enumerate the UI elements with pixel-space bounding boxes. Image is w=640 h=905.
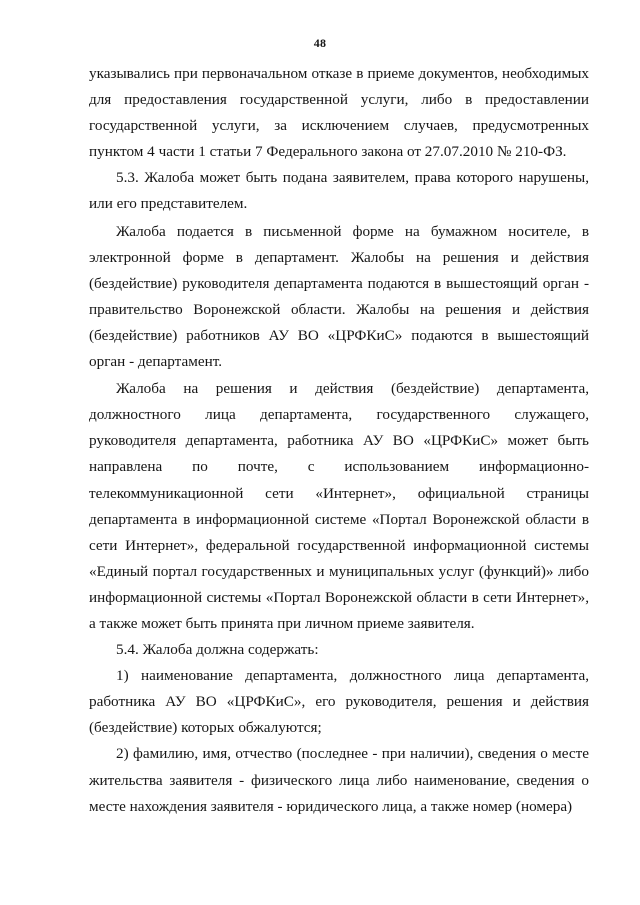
list-item-1: 1) наименование департамента, должностного лица департамента, работника АУ ВО «ЦРФКиС», его руководителя, решения и действия (бездействие) которых обжалуются; xyxy=(89,667,589,737)
page-number: 48 xyxy=(313,36,327,50)
paragraph-complaint-channels: Жалоба на решения и действия (бездействие) департамента, должностного лица департамента, государственного служащего, руководителя департамента, работника АУ ВО «ЦРФКиС» может быть направлена по почте, с использованием информационно-телекоммуникационной сети «Интернет», официальной страницы департамента в информационной системе «Портал Воронежской области в сети Интернет», федеральной государственной информационной системы «Единый портал государственных и муниципальных услуг (функций)» либо информационной системы «Портал Воронежской области в сети Интернет», а также может быть принята при личном приеме заявителя. xyxy=(89,380,589,632)
list-item-2: 2) фамилию, имя, отчество (последнее - при наличии), сведения о месте жительства заявителя - физического лица либо наименование, сведения о месте нахождения заявителя - юридического лица, а также номер (номера) xyxy=(89,745,589,815)
document-body xyxy=(89,61,589,820)
paragraph-clause-5-4: 5.4. Жалоба должна содержать: xyxy=(116,641,319,659)
paragraph-complaint-form: Жалоба подается в письменной форме на бумажном носителе, в электронной форме в департамент. Жалобы на решения и действия (бездействие) руководителя департамента подаются в вышестоящий орган - правительство Воронежской области. Жалобы на решения и действия (бездействие) работников АУ ВО «ЦРФКиС» подаются в вышестоящий орган - департамент. xyxy=(89,222,589,371)
paragraph-continuation: указывались при первоначальном отказе в приеме документов, необходимых для предоставления государственной услуги, либо в предоставлении государственной услуги, за исключением случаев, предусмотренных пунктом 4 части 1 статьи 7 Федерального закона от 27.07.2010 № 210-ФЗ. xyxy=(89,65,589,161)
paragraph-clause-5-3: 5.3. Жалоба может быть подана заявителем, права которого нарушены, или его представителем. xyxy=(89,169,589,213)
